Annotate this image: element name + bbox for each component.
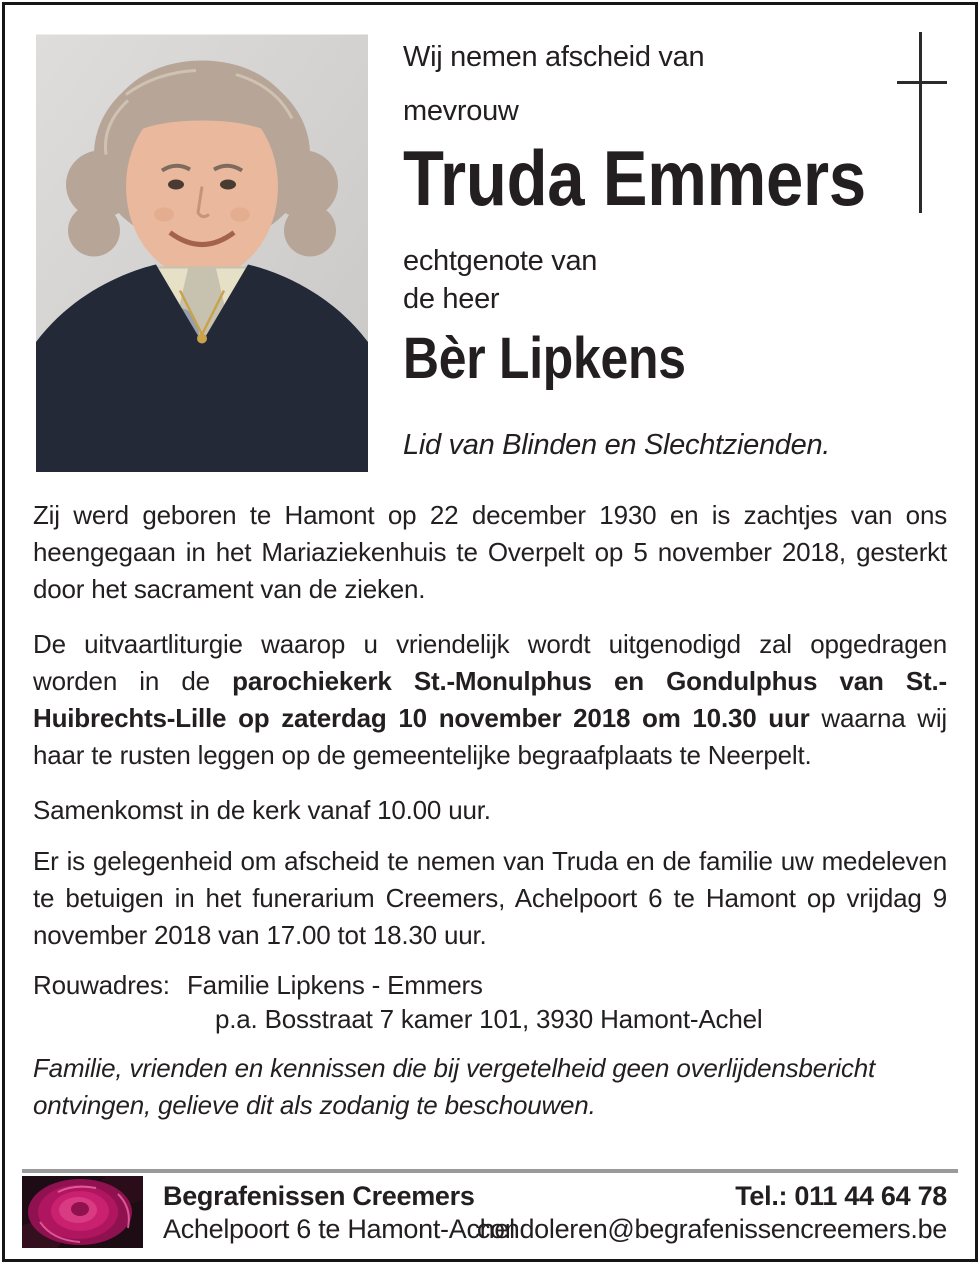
funeral-home-address: Achelpoort 6 te Hamont-Achel [163, 1214, 515, 1244]
header-intro-line1: Wij nemen afscheid van [403, 41, 705, 73]
affiliation-note: Lid van Blinden en Slechtzienden. [403, 429, 831, 461]
relation-line1: echtgenote van [403, 245, 598, 277]
rouwadres-block [33, 968, 947, 1036]
header-intro-line2: mevrouw [403, 95, 519, 127]
funeral-home-name: Begrafenissen Creemers [163, 1181, 475, 1211]
rouwadres-family: Familie Lipkens - Emmers [187, 970, 483, 1000]
paragraph-gathering: Samenkomst in de kerk vanaf 10.00 uur. [33, 795, 491, 825]
funeral-text-after: waarna wij haar te rusten leggen op de gemeentelijke begraafplaats te Neerpelt. [33, 703, 947, 770]
obituary-body [33, 497, 947, 1142]
paragraph-birth-death: Zij werd geboren te Hamont op 22 december 1930 en is zachtjes van ons heengegaan in het Mariaziekenhuis te Overpelt op 5 november 2018, gesterkt door het sacrament van de zieken. [33, 500, 947, 604]
cross-icon-horizontal [897, 81, 947, 84]
deceased-name-text: Truda Emmers [403, 134, 866, 222]
footer-separator [22, 1169, 958, 1173]
funeral-home-info [163, 1180, 515, 1246]
relation-line2: de heer [403, 283, 500, 315]
rouwadres-lines [187, 968, 947, 1036]
funeral-text-bold: parochiekerk St.-Monulphus en Gondulphus van St.-Huibrechts-Lille op zaterdag 10 november 2018 om 10.30 uur [33, 666, 947, 733]
paragraph-condolence: Er is gelegenheid om afscheid te nemen van Truda en de familie uw medeleven te betuigen in het funerarium Creemers, Achelpoort 6 te Hamont op vrijdag 9 november 2018 van 17.00 tot 18.30 uur. [33, 846, 947, 950]
paragraph-funeral [33, 626, 947, 774]
spouse-name [403, 328, 732, 390]
funeral-home-phone: Tel.: 011 44 64 78 [735, 1181, 947, 1211]
funeral-home-email: condoleren@begrafenissencreemers.be [476, 1214, 947, 1244]
disclaimer-note: Familie, vrienden en kennissen die bij vergetelheid geen overlijdensbericht ontvingen, gelieve dit als zodanig te beschouwen. [33, 1053, 876, 1120]
funeral-home-contact [477, 1180, 947, 1246]
rose-image [22, 1176, 143, 1248]
funeral-text-before: De uitvaartliturgie waarop u vriendelijk wordt uitgenodigd zal opgedragen worden in de [33, 629, 947, 696]
deceased-name [403, 134, 941, 222]
spouse-name-text: Bèr Lipkens [403, 326, 686, 391]
rouwadres-label: Rouwadres: [33, 970, 170, 1000]
rouwadres-address: p.a. Bosstraat 7 kamer 101, 3930 Hamont-Achel [215, 1004, 763, 1034]
portrait-photo [36, 34, 368, 472]
